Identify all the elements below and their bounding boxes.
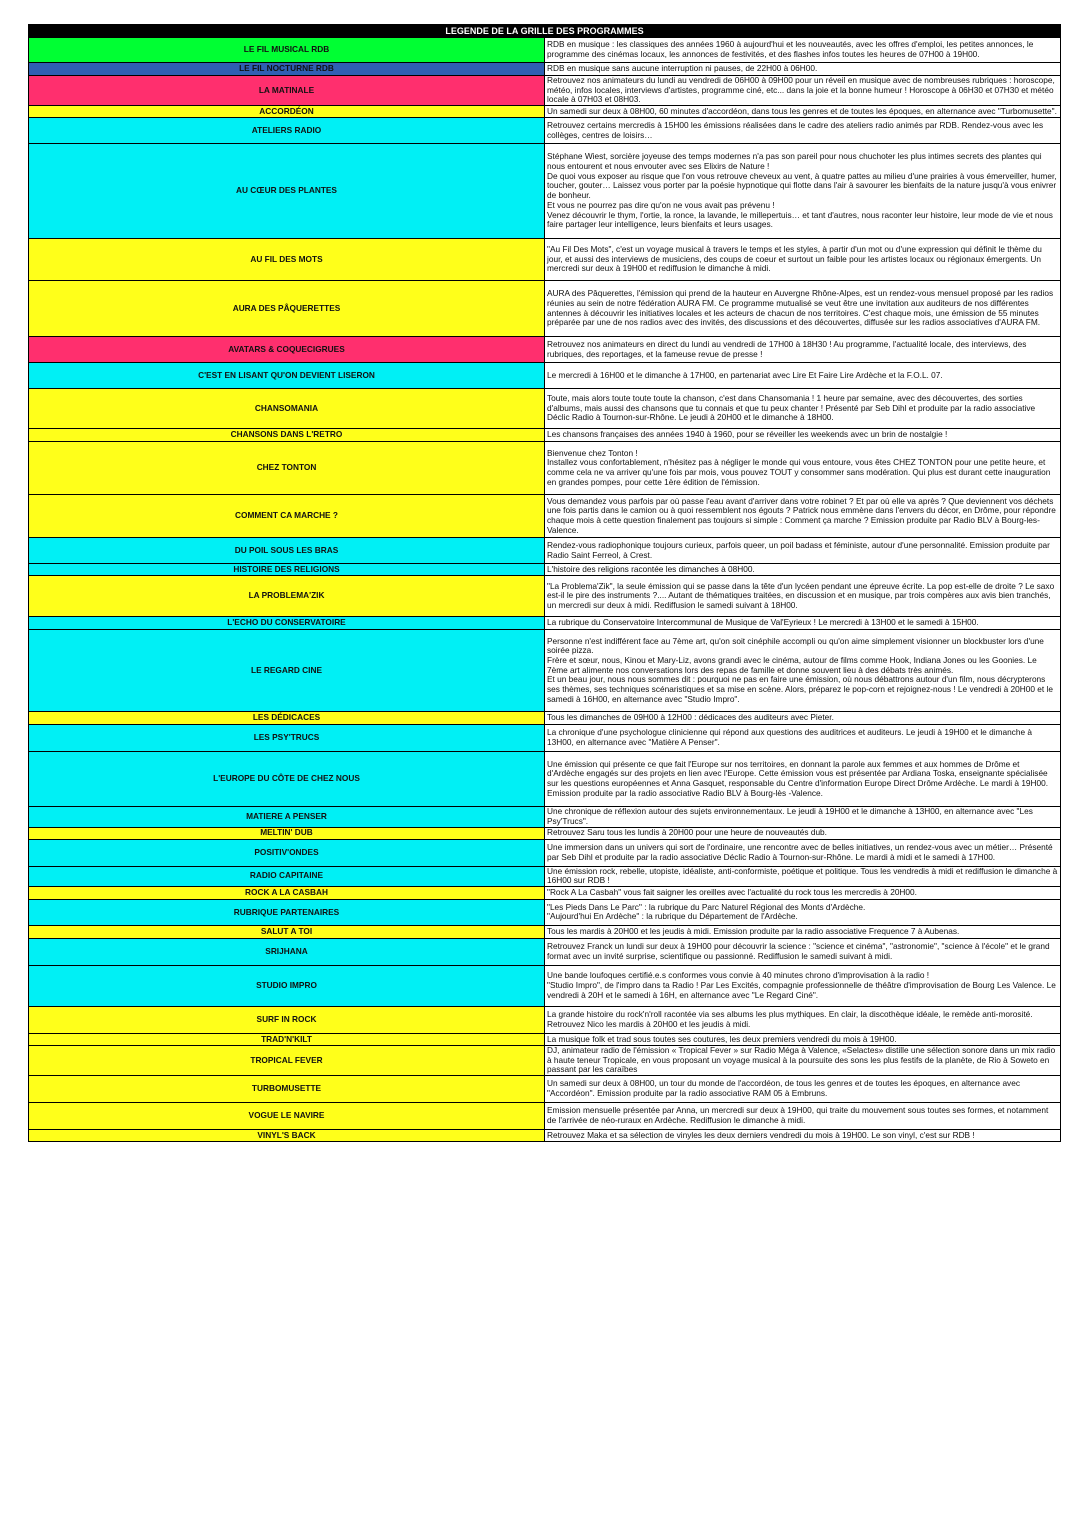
program-description-cell: Un samedi sur deux à 08H00, un tour du monde de l'accordéon, de tous les genres et de toutes les époques, en alternance avec "Accordéon". Emission produite par la radio associative RAM 05 à Embruns. — [545, 1076, 1061, 1103]
table-row — [29, 630, 1061, 712]
table-row — [29, 938, 1061, 965]
table-row — [29, 712, 1061, 725]
table-row — [29, 866, 1061, 886]
table-row — [29, 281, 1061, 337]
table-row — [29, 886, 1061, 899]
program-description-cell: Le mercredi à 16H00 et le dimanche à 17H00, en partenariat avec Lire Et Faire Lire Ardèche et la F.O.L. 07. — [545, 363, 1061, 389]
program-name-cell: ROCK A LA CASBAH — [29, 886, 545, 899]
program-name-cell: AU FIL DES MOTS — [29, 239, 545, 281]
program-name-cell: AVATARS & COQUECIGRUES — [29, 337, 545, 363]
program-name-cell: ACCORDÉON — [29, 106, 545, 118]
table-row — [29, 363, 1061, 389]
table-row — [29, 1130, 1061, 1142]
table-row — [29, 839, 1061, 866]
program-name-cell: LA MATINALE — [29, 76, 545, 106]
program-name-cell: HISTOIRE DES RELIGIONS — [29, 564, 545, 576]
table-row — [29, 429, 1061, 442]
program-description-cell: Une émission rock, rebelle, utopiste, idéaliste, anti-conformiste, poétique et politique. Tous les vendredis à midi et rediffusion le dimanche à 16H00 sur RDB ! — [545, 866, 1061, 886]
program-name-cell: C'EST EN LISANT QU'ON DEVIENT LISERON — [29, 363, 545, 389]
program-legend-table — [28, 24, 1061, 1142]
program-name-cell: TRAD'N'KILT — [29, 1033, 545, 1045]
table-row — [29, 76, 1061, 106]
program-description-cell: Retrouvez nos animateurs en direct du lundi au vendredi de 17H00 à 18H30 ! Au programme, l'actualité locale, des interviews, des rubriques, des reportages, et la fameuse revue de presse ! — [545, 337, 1061, 363]
program-name-cell: LE REGARD CINE — [29, 630, 545, 712]
table-row — [29, 144, 1061, 239]
program-name-cell: SURF IN ROCK — [29, 1006, 545, 1033]
table-row — [29, 1006, 1061, 1033]
program-description-cell: AURA des Pâquerettes, l'émission qui prend de la hauteur en Auvergne Rhône-Alpes, est un rendez-vous mensuel proposé par les radios réunies au sein de notre fédération AURA FM. Ce programme mutualisé se veut être une invitation aux auditeurs de nos différentes antennes à découvrir les initiatives locales et les acteurs de chacun de nos territoires. C'est chaque mois, une émission de 55 minutes préparée par une de nos radios avec des invités, des discussions et des découvertes, diffusée sur les radios associatives d'AURA FM. — [545, 281, 1061, 337]
table-row — [29, 118, 1061, 144]
program-description-cell: Tous les dimanches de 09H00 à 12H00 : dédicaces des auditeurs avec Pieter. — [545, 712, 1061, 725]
program-description-cell: Emission mensuelle présentée par Anna, un mercredi sur deux à 19H00, qui traite du mouvement sous toutes ses formes, et notamment de l'arrivée de néo-ruraux en Ardèche. Rediffusion le dimanche à midi. — [545, 1103, 1061, 1130]
program-name-cell: RUBRIQUE PARTENAIRES — [29, 899, 545, 925]
table-header-row — [29, 25, 1061, 38]
program-name-cell: SRIJHANA — [29, 938, 545, 965]
table-row — [29, 965, 1061, 1006]
program-name-cell: RADIO CAPITAINE — [29, 866, 545, 886]
program-name-cell: ATELIERS RADIO — [29, 118, 545, 144]
table-row — [29, 1076, 1061, 1103]
program-name-cell: LE FIL NOCTURNE RDB — [29, 63, 545, 76]
program-name-cell: TURBOMUSETTE — [29, 1076, 545, 1103]
table-row — [29, 617, 1061, 630]
program-description-cell: Stéphane Wiest, sorcière joyeuse des temps modernes n'a pas son pareil pour nous chuchoter les plus intimes secrets des plantes qui nous entourent et nous envouter avec ses Elixirs de Nature ! De quoi vous exposer au risque que l'on vous retrouve cheveux au vent, à quatre pattes au milieu d'une prairies à vous émerveiller, humer, toucher, gouter… Laissez vous porter par la poésie hypnotique qui flotte dans l'air à savourer les bienfaits de la nature jusqu'à vous enivrer de bonheur. Et vous ne pourrez pas dire qu'on ne vous avait pas prévenu ! Venez découvrir le thym, l'ortie, la ronce, la lavande, le millepertuis… et tant d'autres, nous raconter leur histoire, leur mode de vie et nous faire partager leur intelligence, leurs bienfaits et leurs usages. — [545, 144, 1061, 239]
table-row — [29, 495, 1061, 538]
program-description-cell: Un samedi sur deux à 08H00, 60 minutes d'accordéon, dans tous les genres et de toutes les époques, en alternance avec "Turbomusette". — [545, 106, 1061, 118]
program-name-cell: AU CŒUR DES PLANTES — [29, 144, 545, 239]
program-name-cell: MATIERE A PENSER — [29, 807, 545, 827]
program-name-cell: STUDIO IMPRO — [29, 965, 545, 1006]
program-name-cell: MELTIN' DUB — [29, 827, 545, 839]
table-row — [29, 63, 1061, 76]
program-name-cell: COMMENT CA MARCHE ? — [29, 495, 545, 538]
table-row — [29, 1103, 1061, 1130]
program-description-cell: La rubrique du Conservatoire Intercommunal de Musique de Val'Eyrieux ! Le mercredi à 13H00 et le samedi à 15H00. — [545, 617, 1061, 630]
table-row — [29, 1045, 1061, 1075]
program-description-cell: Bienvenue chez Tonton ! Installez vous confortablement, n'hésitez pas à négliger le monde qui vous entoure, vous êtes CHEZ TONTON pour une petite heure, et comme cela ne va arriver qu'une fois par mois, vous pouvez TOUT y consommer sans modération. Qui plus est durant cette inauguration en grandes pompes, pour cette 1ère édition de l'émission. — [545, 442, 1061, 495]
table-row — [29, 752, 1061, 807]
program-name-cell: SALUT A TOI — [29, 925, 545, 938]
table-row — [29, 337, 1061, 363]
program-name-cell: AURA DES PÂQUERETTES — [29, 281, 545, 337]
program-name-cell: CHEZ TONTON — [29, 442, 545, 495]
table-row — [29, 576, 1061, 617]
program-name-cell: DU POIL SOUS LES BRAS — [29, 538, 545, 564]
program-description-cell: RDB en musique : les classiques des années 1960 à aujourd'hui et les nouveautés, avec les offres d'emploi, les petites annonces, le programme des cinémas locaux, les annonces de festivités, et des flashes infos toutes les heures de 07H00 à 19H00. — [545, 38, 1061, 63]
sheet-title: LEGENDE DE LA GRILLE DES PROGRAMMES — [29, 25, 1061, 38]
program-description-cell: "Au Fil Des Mots", c'est un voyage musical à travers le temps et les styles, à partir d'un mot ou d'une expression qui définit le thème du jour, et aussi des interviews de musiciens, des coups de coeur et surtout un faible pour les artistes locaux ou régionaux émergents. Un mercredi sur deux à 19H00 et rediffusion le dimanche à midi. — [545, 239, 1061, 281]
program-description-cell: Retrouvez Franck un lundi sur deux à 19H00 pour découvrir la science : "science et cinéma", "astronomie", "science à l'école" et le grand format avec un invité surprise, scientifique ou passionné. Rediffusion le samedi suivant à midi. — [545, 938, 1061, 965]
table-row — [29, 925, 1061, 938]
table-row — [29, 239, 1061, 281]
program-name-cell: L'EUROPE DU CÔTE DE CHEZ NOUS — [29, 752, 545, 807]
program-description-cell: Les chansons françaises des années 1940 à 1960, pour se réveiller les weekends avec un brin de nostalgie ! — [545, 429, 1061, 442]
table-row — [29, 1033, 1061, 1045]
program-name-cell: LES DÉDICACES — [29, 712, 545, 725]
table-row — [29, 564, 1061, 576]
program-description-cell: Rendez-vous radiophonique toujours curieux, parfois queer, un poil badass et féministe, autour d'une personnalité. Emission produite par Radio Saint Ferreol, à Crest. — [545, 538, 1061, 564]
program-description-cell: DJ, animateur radio de l'émission « Tropical Fever » sur Radio Méga à Valence, «Selactes» distille une sélection sonore dans un mix radio à haute teneur Tropicale, en vous proposant un voyage musical à la poursuite des sons les plus festifs de la planète, de Rio à Soweto en passant par les caraïbes — [545, 1045, 1061, 1075]
program-name-cell: VOGUE LE NAVIRE — [29, 1103, 545, 1130]
program-description-cell: "Rock A La Casbah" vous fait saigner les oreilles avec l'actualité du rock tous les mercredis à 20H00. — [545, 886, 1061, 899]
program-name-cell: POSITIV'ONDES — [29, 839, 545, 866]
table-row — [29, 827, 1061, 839]
program-name-cell: LES PSY'TRUCS — [29, 725, 545, 752]
table-row — [29, 106, 1061, 118]
program-name-cell: LE FIL MUSICAL RDB — [29, 38, 545, 63]
program-description-cell: La grande histoire du rock'n'roll racontée via ses albums les plus mythiques. En clair, la discothèque idéale, le remède anti-morosité. Retrouvez Nico les mardis à 20H00 et les jeudis à midi. — [545, 1006, 1061, 1033]
table-row — [29, 38, 1061, 63]
program-name-cell: TROPICAL FEVER — [29, 1045, 545, 1075]
program-description-cell: Retrouvez nos animateurs du lundi au vendredi de 06H00 à 09H00 pour un réveil en musique avec de nombreuses rubriques : horoscope, météo, infos locales, interviews d'artistes, programme ciné, etc... dans la joie et la bonne humeur ! Horoscope à 06H30 et 07H30 et météo locale à 07H03 et 08H03. — [545, 76, 1061, 106]
table-row — [29, 538, 1061, 564]
table-row — [29, 442, 1061, 495]
program-description-cell: "Les Pieds Dans Le Parc" : la rubrique du Parc Naturel Régional des Monts d'Ardèche. "Aujourd'hui En Ardèche" : la rubrique du Département de l'Ardèche. — [545, 899, 1061, 925]
program-name-cell: L'ECHO DU CONSERVATOIRE — [29, 617, 545, 630]
table-body — [29, 38, 1061, 1142]
program-description-cell: La musique folk et trad sous toutes ses coutures, les deux premiers vendredi du mois à 19H00. — [545, 1033, 1061, 1045]
program-name-cell: CHANSOMANIA — [29, 389, 545, 429]
program-name-cell: CHANSONS DANS L'RETRO — [29, 429, 545, 442]
program-name-cell: VINYL'S BACK — [29, 1130, 545, 1142]
program-description-cell: Retrouvez Maka et sa sélection de vinyles les deux derniers vendredi du mois à 19H00. Le son vinyl, c'est sur RDB ! — [545, 1130, 1061, 1142]
program-description-cell: La chronique d'une psychologue clinicienne qui répond aux questions des auditrices et auditeurs. Le jeudi à 19H00 et le dimanche à 13H00, en alternance avec "Matière A Penser". — [545, 725, 1061, 752]
program-description-cell: Une bande loufoques certifié.e.s conformes vous convie à 40 minutes chrono d'improvisation à la radio ! "Studio Impro", de l'impro dans ta Radio ! Par Les Excités, compagnie professionnelle de théâtre d'improvisation de Bourg Les Valence. Le vendredi à 20H et le samedi à 16H, en alternance avec "Le Regard Ciné". — [545, 965, 1061, 1006]
program-description-cell: Retrouvez Saru tous les lundis à 20H00 pour une heure de nouveautés dub. — [545, 827, 1061, 839]
program-description-cell: "La Problema'Zik", la seule émission qui se passe dans la tête d'un lycéen pendant une épreuve écrite. La pop est-elle de droite ? Le saxo est-il le pire des instruments ?.... Autant de thématiques traitées, en discussion et en musique, par trois compères aux avis bien tranchés, un mercredi sur deux à midi. Rediffusion le samedi suivant à 18H00. — [545, 576, 1061, 617]
table-row — [29, 807, 1061, 827]
program-description-cell: Personne n'est indifférent face au 7ème art, qu'on soit cinéphile accompli ou qu'on aime simplement visionner un blockbuster lors d'une soirée pizza. Frère et sœur, nous, Kinou et Mary-Liz, avons grandi avec le cinéma, autour de films comme Hook, Indiana Jones ou les Goonies. Le 7ème art alimente nos conversations lors des repas de famille et donne souvent lieu à des débats très animés. Et un beau jour, nous nous sommes dit : pourquoi ne pas en faire une émission, où nous débattrons autour d'un film, nous décrypterons ses thèmes, ses techniques scénaristiques et sa mise en scène. Alors, préparez le pop-corn et rejoignez-nous ! Le vendredi à 20H00 et le samedi à 16H00, en alternance avec "Studio Impro". — [545, 630, 1061, 712]
table-row — [29, 725, 1061, 752]
table-row — [29, 899, 1061, 925]
program-description-cell: Une émission qui présente ce que fait l'Europe sur nos territoires, en donnant la parole aux femmes et aux hommes de Drôme et d'Ardèche engagés sur des projets en lien avec l'Europe. Cette émission vous est présentée par Ardiana Toska, enseignante spécialisée sur les questions européennes et Anna Gasquet, responsable du Centre d'information Europe Direct Drôme Ardèche. Le mardi à 19H00. Emission produite par la radio associative Radio BLV à Bourg-lès -Valence. — [545, 752, 1061, 807]
program-legend-sheet — [28, 24, 1061, 1142]
program-description-cell: Retrouvez certains mercredis à 15H00 les émissions réalisées dans le cadre des ateliers radio animés par RDB. Rendez-vous avec les collèges, centres de loisirs… — [545, 118, 1061, 144]
program-description-cell: Vous demandez vous parfois par où passe l'eau avant d'arriver dans votre robinet ? Et par où elle va après ? Que deviennent vos déchets une fois partis dans le camion ou à quoi ressemblent nos égouts ? Patrick nous emmène dans l'envers du décor, en Drôme, pour répondre chaque mois à cette question finalement pas toujours si simple : Comment ça marche ? Emission produite par Radio BLV à Bourg-les-Valence. — [545, 495, 1061, 538]
program-description-cell: Une chronique de réflexion autour des sujets environnementaux. Le jeudi à 19H00 et le dimanche à 13H00, en alternance avec "Les Psy'Trucs". — [545, 807, 1061, 827]
program-description-cell: Une immersion dans un univers qui sort de l'ordinaire, une rencontre avec de belles initiatives, un rendez-vous avec un métier… Présenté par Seb Dihl et produite par la radio associative Déclic Radio à Tournon-sur-Rhône. Le mardi à midi et le samedi à 17H00. — [545, 839, 1061, 866]
program-description-cell: Toute, mais alors toute toute toute la chanson, c'est dans Chansomania ! 1 heure par semaine, avec des découvertes, des sorties d'albums, mais aussi des chansons que tu connais et que tu peux chanter ! Présenté par Seb Dihl et produite par la radio associative Déclic Radio à Tournon-sur-Rhône. Le jeudi à 20H00 et le dimanche à 18H00. — [545, 389, 1061, 429]
program-description-cell: Tous les mardis à 20H00 et les jeudis à midi. Emission produite par la radio associative Frequence 7 à Aubenas. — [545, 925, 1061, 938]
program-name-cell: LA PROBLEMA'ZIK — [29, 576, 545, 617]
program-description-cell: RDB en musique sans aucune interruption ni pauses, de 22H00 à 06H00. — [545, 63, 1061, 76]
program-description-cell: L'histoire des religions racontée les dimanches à 08H00. — [545, 564, 1061, 576]
table-row — [29, 389, 1061, 429]
